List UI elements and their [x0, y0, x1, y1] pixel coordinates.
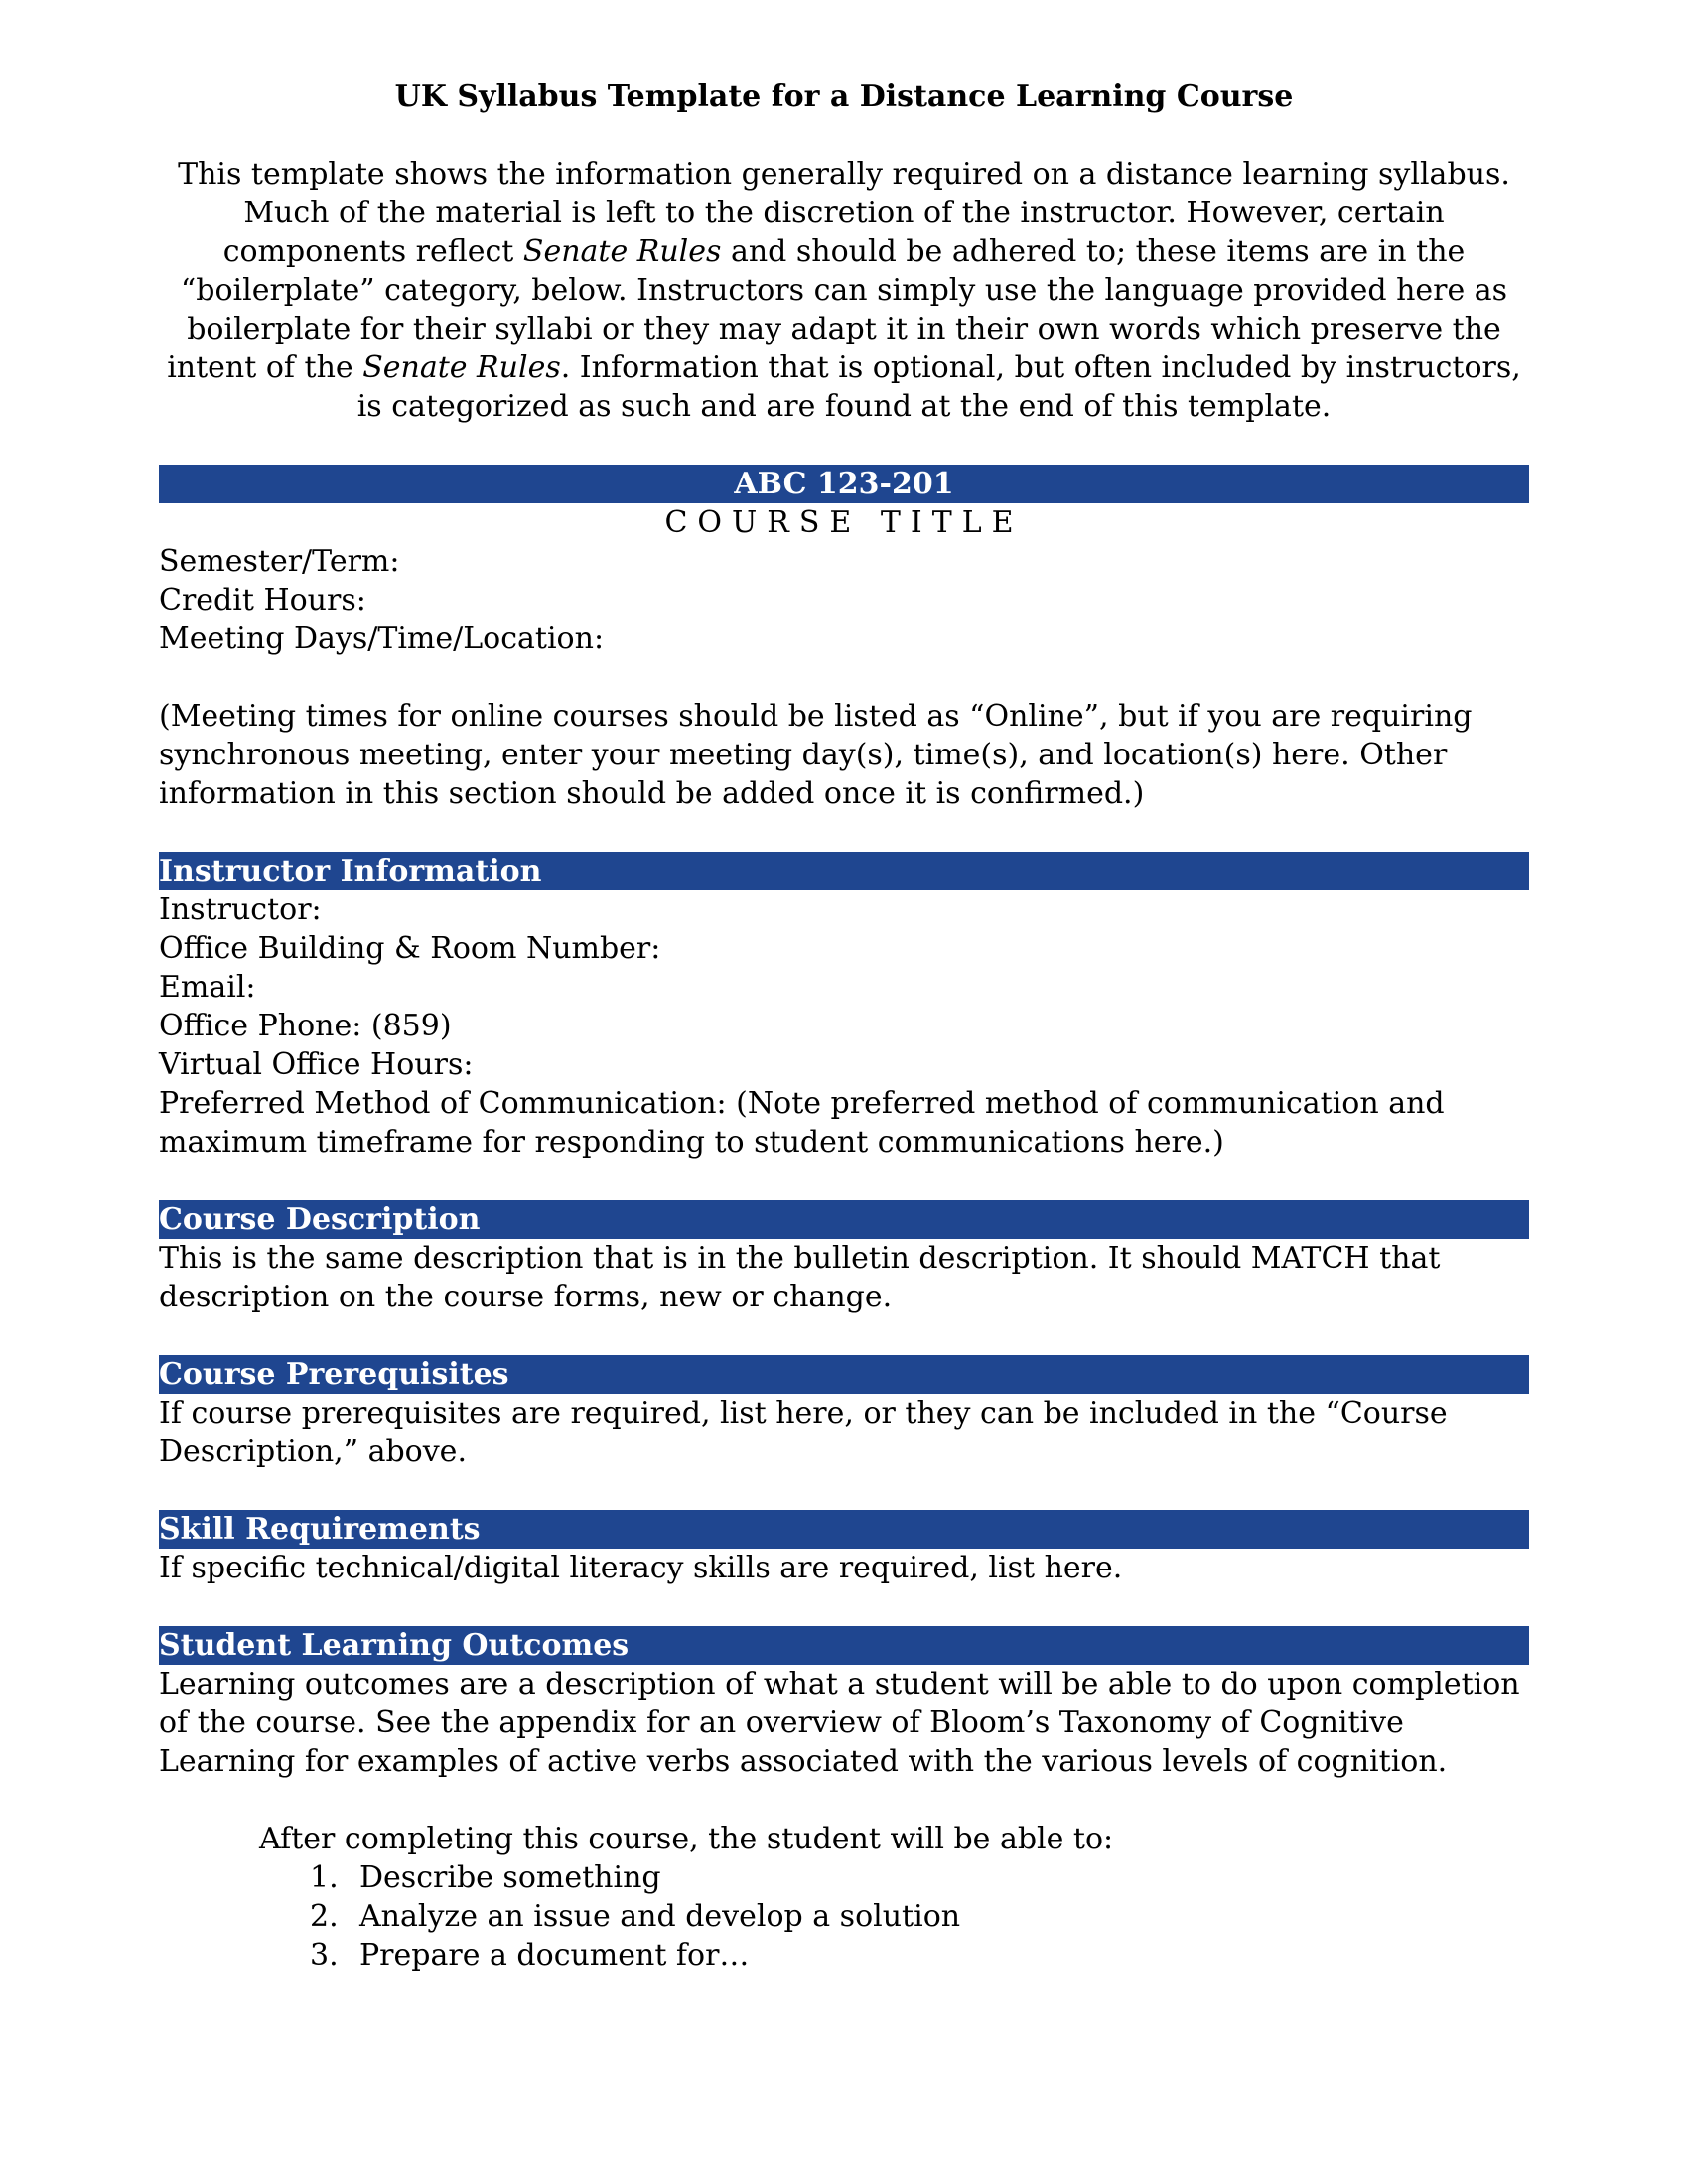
- meeting-field: Meeting Days/Time/Location:: [159, 621, 605, 656]
- skills-text: If specific technical/digital literacy skills are required, list here.: [159, 1551, 1123, 1585]
- semester-field: Semester/Term:: [159, 544, 400, 579]
- email-field: Email:: [159, 970, 256, 1005]
- outcomes-lead: After completing this course, the student will be able to:: [259, 1822, 1114, 1856]
- section-heading-prerequisites: Course Prerequisites: [159, 1355, 1529, 1394]
- syllabus-page: [159, 77, 1529, 1975]
- course-title: COURSE TITLE: [664, 505, 1024, 540]
- description-text: This is the same description that is in the bulletin description. It should MATCH that description on the course forms, new or change.: [159, 1241, 1441, 1314]
- intro-italic-2: Senate Rules: [362, 350, 561, 385]
- intro-paragraph: [159, 155, 1529, 426]
- office-field: Office Building & Room Number:: [159, 931, 661, 966]
- intro-text-3: . Information that is optional, but often included by instructors, is categorized as such and are found at the end of this template.: [356, 350, 1521, 424]
- section-heading-skills: Skill Requirements: [159, 1510, 1529, 1549]
- intro-text-1: This template shows the information generally required on a distance learning syllabus. Much of the material is left to the discretion of the instructor. However, certain components reflect: [178, 157, 1510, 269]
- list-item-text: Prepare a document for…: [359, 1938, 750, 1973]
- outcomes-list: [159, 1858, 1529, 1975]
- list-item-number: 2.: [310, 1899, 339, 1934]
- preferred-communication: Preferred Method of Communication: (Note preferred method of communication and maximum timeframe for responding to student communications here.): [159, 1086, 1445, 1160]
- intro-italic-1: Senate Rules: [522, 234, 722, 269]
- credit-hours-field: Credit Hours:: [159, 583, 366, 617]
- outcomes-text: Learning outcomes are a description of what a student will be able to do upon completion of the course. See the appendix for an overview of Bloom’s Taxonomy of Cognitive Learning for examples of active verbs associated with the various levels of cognition.: [159, 1667, 1520, 1779]
- document-title: UK Syllabus Template for a Distance Learning Course: [394, 79, 1294, 114]
- list-item: [310, 1936, 1529, 1975]
- section-heading-instructor: Instructor Information: [159, 852, 1529, 890]
- list-item-number: 1.: [310, 1860, 339, 1895]
- list-item: [310, 1858, 1529, 1897]
- list-item-text: Describe something: [359, 1860, 661, 1895]
- prerequisites-text: If course prerequisites are required, list here, or they can be included in the “Course Description,” above.: [159, 1396, 1448, 1469]
- office-hours-field: Virtual Office Hours:: [159, 1047, 474, 1082]
- list-item-text: Analyze an issue and develop a solution: [359, 1899, 961, 1934]
- list-item-number: 3.: [310, 1938, 339, 1973]
- meeting-note: (Meeting times for online courses should be listed as “Online”, but if you are requiring synchronous meeting, enter your meeting day(s), time(s), and location(s) here. Other information in this section should be added once it is confirmed.): [159, 699, 1473, 811]
- office-phone-field: Office Phone: (859): [159, 1009, 452, 1043]
- intro-text-2: and should be adhered to; these items are in the “boilerplate” category, below. Instructors can simply use the language provided here as boilerplate for their syllabi or they may adapt it in their own words which preserve the intent of the: [167, 234, 1508, 385]
- list-item: [310, 1897, 1529, 1936]
- section-heading-outcomes: Student Learning Outcomes: [159, 1626, 1529, 1665]
- course-code-bar: ABC 123-201: [159, 465, 1529, 503]
- instructor-field: Instructor:: [159, 892, 322, 927]
- section-heading-description: Course Description: [159, 1200, 1529, 1239]
